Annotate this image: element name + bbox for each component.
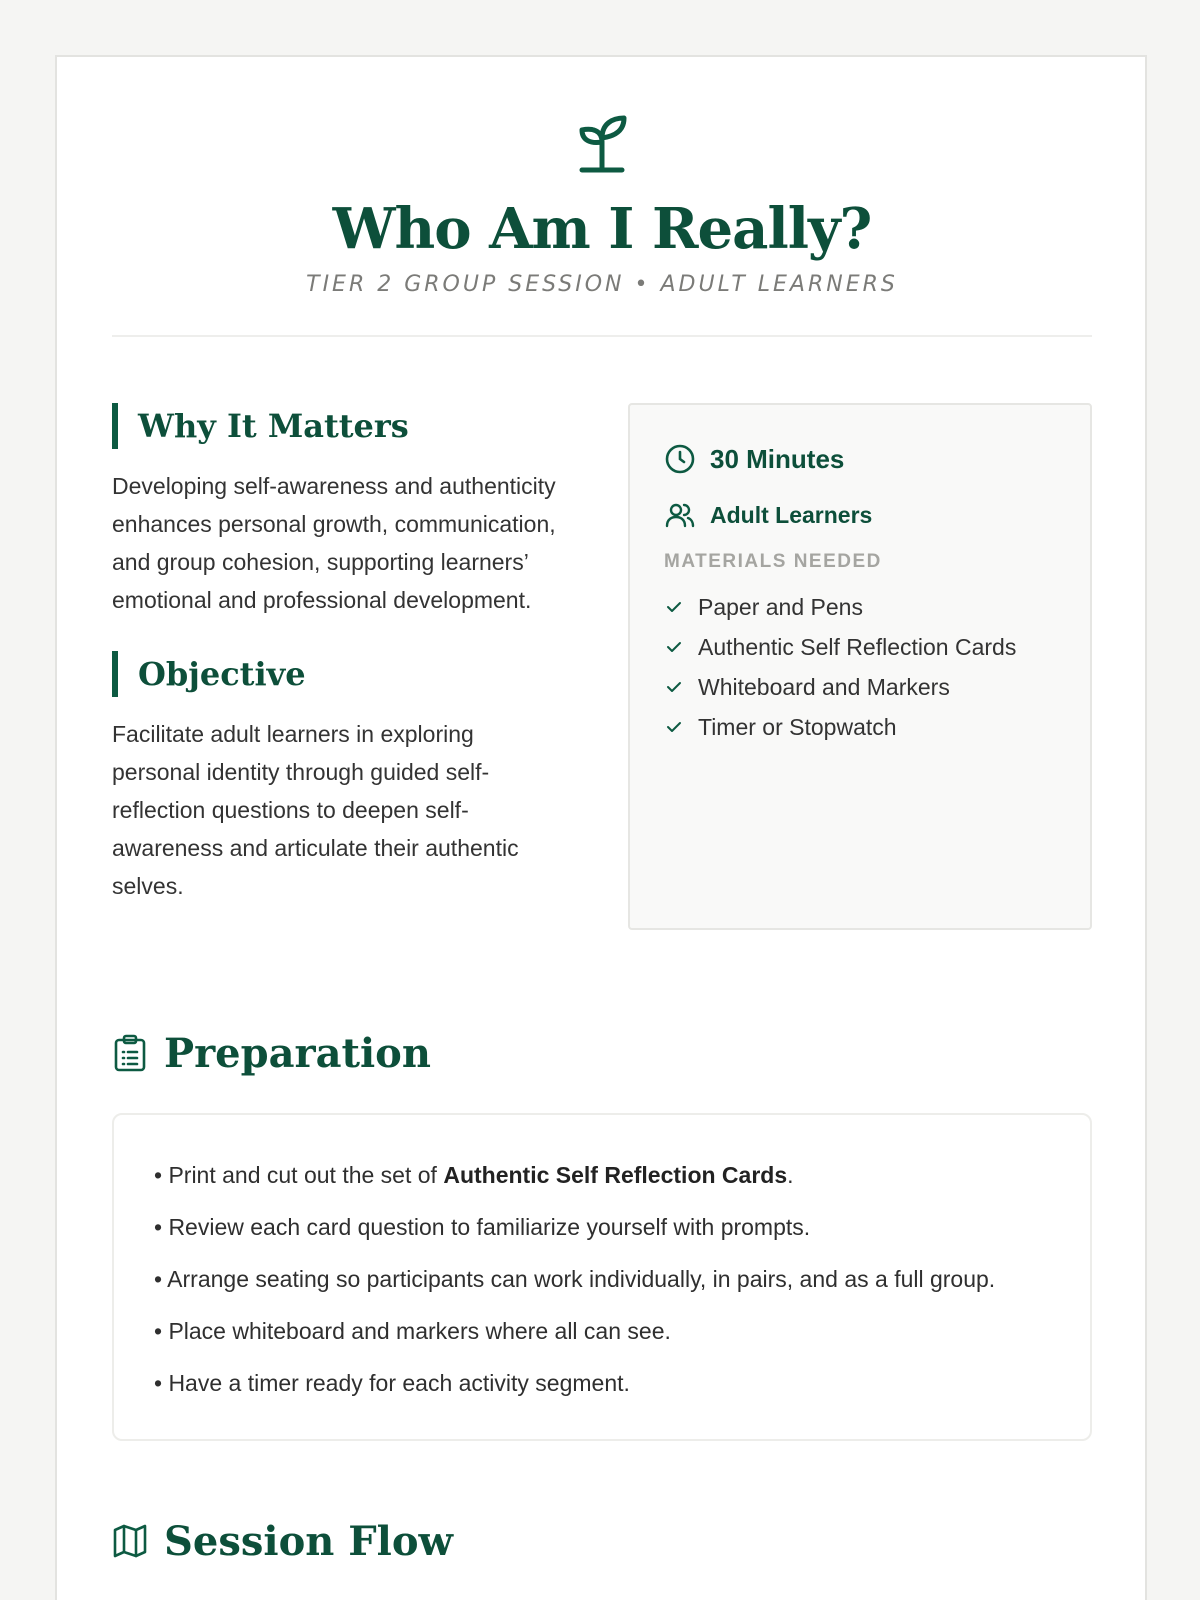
list-item: • Arrange seating so participants can work individually, in pairs, and as a full group.	[154, 1266, 996, 1292]
clock-icon	[664, 443, 696, 475]
session-flow-heading-row	[112, 1511, 1092, 1571]
materials-list	[664, 587, 1056, 747]
preparation-heading: Preparation	[164, 1029, 431, 1077]
session-flow-section	[112, 1511, 1092, 1571]
sprout-icon	[574, 112, 630, 174]
preparation-heading-row	[112, 1023, 1092, 1083]
audience-row	[664, 495, 1056, 535]
list-item: • Place whiteboard and markers where all can see.	[154, 1318, 671, 1344]
list-item: • Have a timer ready for each activity segment.	[154, 1370, 630, 1396]
list-item: • Review each card question to familiarize yourself with prompts.	[154, 1214, 811, 1240]
map-icon	[112, 1522, 148, 1560]
content	[112, 57, 1092, 1571]
check-icon	[664, 597, 684, 617]
why-body: Developing self-awareness and authenticity enhances personal growth, communication, and group cohesion, supporting learners’ emotional and professional development.	[112, 473, 556, 613]
list-item: Paper and Pens	[664, 587, 1056, 627]
clipboard-icon	[112, 1034, 148, 1072]
preparation-section	[112, 1023, 1092, 1441]
objective-body: Facilitate adult learners in exploring personal identity through guided self-reflection questions to deepen self-awareness and articulate their authentic selves.	[112, 721, 519, 899]
check-icon	[664, 677, 684, 697]
preparation-card	[112, 1113, 1092, 1441]
header	[112, 57, 1092, 337]
users-icon	[664, 499, 696, 531]
check-icon	[664, 717, 684, 737]
overview-section	[112, 403, 1092, 1023]
check-icon	[664, 637, 684, 657]
list-item: Whiteboard and Markers	[664, 667, 1056, 707]
duration-text: 30 Minutes	[710, 443, 845, 474]
page	[55, 55, 1147, 1600]
list-item: Timer or Stopwatch	[664, 707, 1056, 747]
page-subtitle: TIER 2 GROUP SESSION • ADULT LEARNERS	[306, 272, 898, 297]
audience-text: Adult Learners	[710, 501, 873, 528]
header-divider	[112, 335, 1092, 337]
why-heading: Why It Matters	[112, 403, 562, 449]
objective-heading: Objective	[112, 651, 562, 697]
materials-label: MATERIALS NEEDED	[664, 551, 882, 572]
list-item: • Print and cut out the set of Authentic Self Reflection Cards.	[154, 1162, 794, 1188]
list-item: Authentic Self Reflection Cards	[664, 627, 1056, 667]
session-flow-heading: Session Flow	[164, 1517, 453, 1565]
duration-row	[664, 439, 1056, 479]
session-info-card	[628, 403, 1092, 930]
overview-text	[112, 403, 562, 905]
page-title: Who Am I Really?	[332, 196, 872, 262]
